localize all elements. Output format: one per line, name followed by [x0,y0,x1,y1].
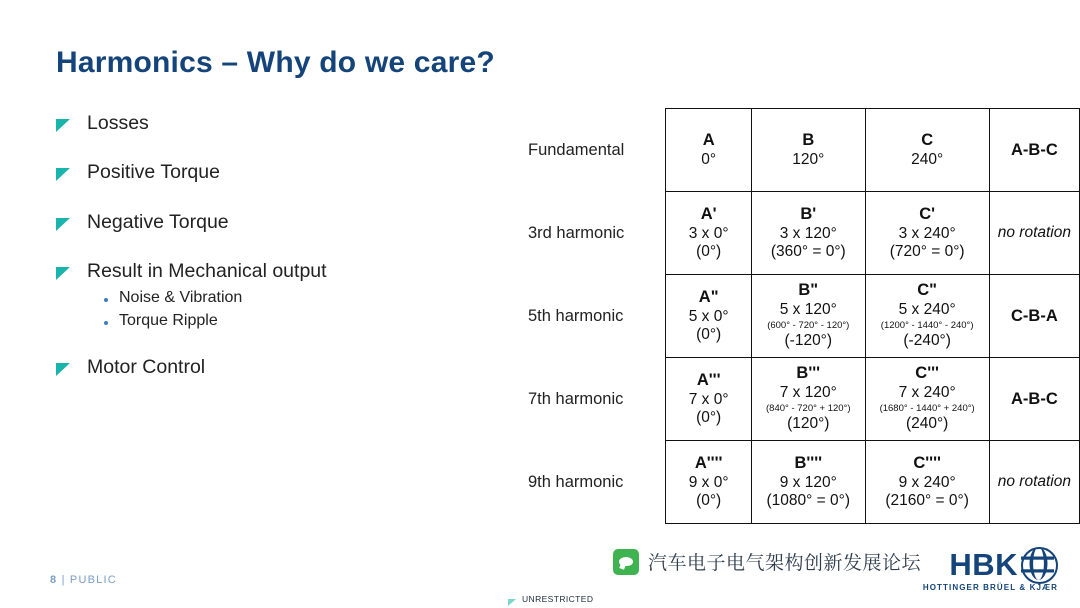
row-label: 3rd harmonic [528,223,625,242]
sequence-label: A-B-C [1011,389,1058,408]
cell-main: 3 x 0° [688,224,729,242]
dot-bullet-icon [104,321,108,325]
list-item [56,260,476,282]
cell-phase-a [666,275,752,358]
cell-symbol: C' [919,204,936,223]
cell-phase-b [752,358,866,441]
triangle-bullet-icon [56,218,70,231]
page-title: Harmonics – Why do we care? [56,46,495,79]
cell-phase-a [666,441,752,524]
cell-extra: (240°) [905,415,949,433]
cell-main: 9 x 0° [688,473,729,491]
cell-symbol: A' [700,204,717,223]
cell-extra: (2160° = 0°) [885,491,969,509]
list-item-label: Motor Control [87,355,206,378]
harmonics-table [524,108,1080,524]
list-item-label: Losses [87,112,149,134]
cell-main: 9 x 240° [898,473,956,491]
table-row [524,275,1080,358]
cell-phase-a [666,358,752,441]
cell-small: (840° - 720° + 120°) [766,402,851,414]
row-label: 5th harmonic [528,306,624,325]
row-label: 7th harmonic [528,389,624,408]
cell-phase-c [865,441,989,524]
cell-extra: (0°) [696,242,722,260]
cell-extra: (0°) [696,408,722,426]
cell-sequence [989,109,1079,192]
footer-note [508,595,593,606]
globe-icon [1021,547,1058,584]
triangle-bullet-icon [56,168,70,181]
list-item [56,356,476,378]
cell-symbol: B" [798,281,819,300]
list-item [56,112,476,134]
cell-extra: (0°) [696,325,722,343]
sequence-label: A-B-C [1011,140,1058,159]
list-item-label: Positive Torque [87,161,220,184]
cell-extra: (360° = 0°) [770,242,846,260]
cell-extra: (0°) [696,491,722,509]
cell-phase-b [752,275,866,358]
cell-extra: (-120°) [784,332,833,350]
cell-main: 5 x 120° [779,301,837,319]
sub-list-item-label: Torque Ripple [119,311,218,329]
cell-phase-b [752,441,866,524]
cell-extra: (120°) [787,415,830,433]
sub-list-item-label: Noise & Vibration [119,288,243,306]
cell-extra: (720° = 0°) [889,242,965,260]
cell-sequence [989,192,1079,275]
cell-phase-a [666,192,752,275]
row-label: 9th harmonic [528,472,624,491]
cell-phase-a [666,109,752,192]
cell-symbol: A" [698,287,719,306]
triangle-icon [508,599,516,606]
cell-symbol: C [921,130,934,149]
sequence-label: C-B-A [1011,306,1058,325]
cell-main: 9 x 120° [779,473,837,491]
cell-extra: (-240°) [903,332,951,350]
sequence-label: no rotation [997,473,1071,491]
cell-sequence [989,275,1079,358]
cell-main: 7 x 240° [898,384,956,402]
cell-main: 5 x 0° [688,307,729,325]
cell-phase-b [752,192,866,275]
cell-symbol: B [802,130,815,149]
cell-phase-b [752,109,866,192]
classification-label: PUBLIC [69,574,117,586]
footer-note-label: UNRESTRICTED [522,594,594,604]
table-row [524,358,1080,441]
sub-list [104,289,476,330]
hbk-logo-tagline: HOTTINGER BRÜEL & KJÆR [922,583,1058,592]
cell-symbol: A [702,130,715,149]
dot-bullet-icon [104,298,108,302]
cell-main: 7 x 0° [688,390,729,408]
cell-main: 3 x 240° [898,224,956,242]
triangle-bullet-icon [56,119,70,132]
triangle-bullet-icon [56,363,70,376]
cell-main: 120° [792,150,825,168]
cell-symbol: C" [917,281,938,300]
cell-symbol: C'''' [913,453,941,472]
cell-symbol: A''' [696,370,721,389]
watermark-label: 汽车电子电气架构创新发展论坛 [648,553,922,574]
list-item-label: Negative Torque [87,210,229,233]
cell-symbol: B' [800,204,817,223]
watermark [613,548,921,575]
cell-sequence [989,441,1079,524]
list-item-label: Result in Mechanical output [87,260,327,283]
cell-phase-c [865,192,989,275]
cell-symbol: A'''' [694,453,723,472]
table-row [524,441,1080,524]
page-number: 8 | PUBLIC [50,574,117,586]
cell-main: 7 x 120° [779,384,837,402]
cell-small: (600° - 720° - 120°) [767,319,850,331]
cell-symbol: C''' [915,364,939,383]
triangle-bullet-icon [56,267,70,280]
table-row [524,192,1080,275]
cell-main: 5 x 240° [898,301,956,319]
hbk-logo-text: HBK [949,547,1018,582]
sub-list-item [104,289,476,307]
cell-phase-c [865,358,989,441]
cell-symbol: B'''' [794,453,823,472]
hbk-logo [923,549,1058,592]
bullet-list [56,112,476,405]
cell-small: (1200° - 1440° - 240°) [880,319,974,331]
cell-sequence [989,358,1079,441]
table-row [524,109,1080,192]
wechat-icon [613,549,639,575]
sequence-label: no rotation [997,224,1071,242]
cell-main: 0° [701,150,717,168]
list-item [56,161,476,183]
cell-main: 3 x 120° [779,224,837,242]
sub-list-item [104,312,476,330]
list-item [56,211,476,233]
cell-main: 240° [911,150,944,168]
cell-phase-c [865,275,989,358]
cell-extra: (1080° = 0°) [766,491,851,509]
hbk-logo-name [949,549,1058,580]
cell-phase-c [865,109,989,192]
page-number-value: 8 [50,574,58,586]
cell-symbol: B''' [796,364,821,383]
cell-small: (1680° - 1440° + 240°) [879,402,975,414]
row-label: Fundamental [528,140,625,159]
